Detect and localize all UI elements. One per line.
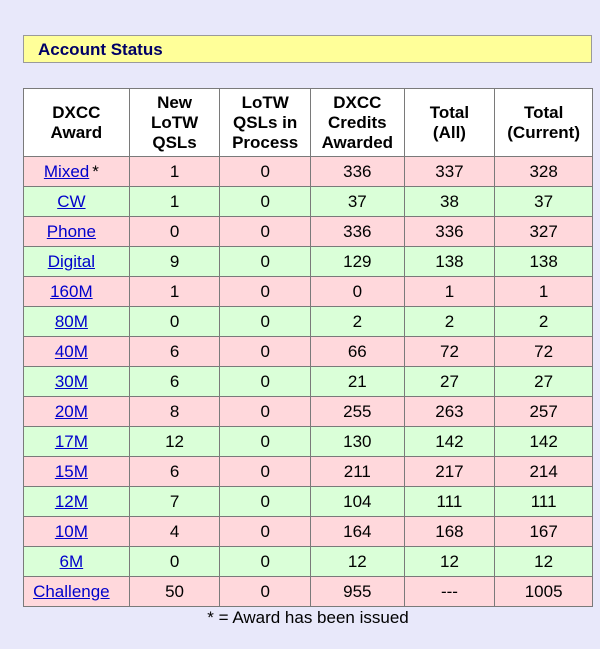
award-cell <box>24 547 130 577</box>
section-title: Account Status <box>38 40 163 59</box>
total-all-cell: 72 <box>404 337 495 367</box>
dxcc-credits-cell: 21 <box>310 367 404 397</box>
lotw-in-process-cell: 0 <box>220 487 311 517</box>
award-link[interactable]: Challenge <box>33 581 110 601</box>
total-current-cell: 214 <box>495 457 593 487</box>
award-link[interactable]: 12M <box>54 491 88 511</box>
column-header-new-lotw-qsls: New LoTW QSLs <box>129 89 220 157</box>
award-link[interactable]: Digital <box>47 251 95 271</box>
table-row <box>24 487 593 517</box>
award-cell <box>24 247 130 277</box>
total-all-cell: 142 <box>404 427 495 457</box>
table-row <box>24 397 593 427</box>
table-header-row <box>24 89 593 157</box>
total-current-cell: 257 <box>495 397 593 427</box>
award-cell <box>24 277 130 307</box>
award-cell <box>24 187 130 217</box>
dxcc-credits-cell: 37 <box>310 187 404 217</box>
new-lotw-qsls-cell: 6 <box>129 367 220 397</box>
new-lotw-qsls-cell: 0 <box>129 307 220 337</box>
table-row <box>24 157 593 187</box>
dxcc-credits-cell: 211 <box>310 457 404 487</box>
total-all-cell: 1 <box>404 277 495 307</box>
dxcc-credits-cell: 0 <box>310 277 404 307</box>
award-cell <box>24 427 130 457</box>
table-row <box>24 517 593 547</box>
award-cell <box>24 337 130 367</box>
dxcc-credits-cell: 336 <box>310 217 404 247</box>
new-lotw-qsls-cell: 1 <box>129 277 220 307</box>
award-cell <box>24 397 130 427</box>
new-lotw-qsls-cell: 50 <box>129 577 220 607</box>
account-status-header <box>23 35 592 63</box>
award-link[interactable]: 40M <box>54 341 88 361</box>
award-cell <box>24 367 130 397</box>
total-all-cell: 138 <box>404 247 495 277</box>
column-header-award: DXCC Award <box>24 89 130 157</box>
total-current-cell: 1 <box>495 277 593 307</box>
total-current-cell: 2 <box>495 307 593 337</box>
table-row <box>24 547 593 577</box>
award-link[interactable]: 30M <box>54 371 88 391</box>
lotw-in-process-cell: 0 <box>220 547 311 577</box>
new-lotw-qsls-cell: 4 <box>129 517 220 547</box>
total-all-cell: --- <box>404 577 495 607</box>
total-all-cell: 217 <box>404 457 495 487</box>
column-header-total-current: Total (Current) <box>495 89 593 157</box>
total-current-cell: 37 <box>495 187 593 217</box>
table-row <box>24 187 593 217</box>
table-row <box>24 367 593 397</box>
award-link[interactable]: 20M <box>54 401 88 421</box>
total-current-cell: 138 <box>495 247 593 277</box>
new-lotw-qsls-cell: 1 <box>129 157 220 187</box>
award-cell <box>24 217 130 247</box>
table-row <box>24 457 593 487</box>
lotw-in-process-cell: 0 <box>220 367 311 397</box>
table-row <box>24 277 593 307</box>
table-row <box>24 577 593 607</box>
total-all-cell: 337 <box>404 157 495 187</box>
lotw-in-process-cell: 0 <box>220 187 311 217</box>
footnote: * = Award has been issued <box>207 608 409 627</box>
total-all-cell: 111 <box>404 487 495 517</box>
award-issued-marker: * <box>92 161 99 181</box>
total-all-cell: 263 <box>404 397 495 427</box>
dxcc-credits-cell: 104 <box>310 487 404 517</box>
table-row <box>24 247 593 277</box>
award-link[interactable]: 17M <box>54 431 88 451</box>
lotw-in-process-cell: 0 <box>220 277 311 307</box>
award-status-table <box>23 88 593 607</box>
new-lotw-qsls-cell: 12 <box>129 427 220 457</box>
total-current-cell: 327 <box>495 217 593 247</box>
total-all-cell: 2 <box>404 307 495 337</box>
total-current-cell: 1005 <box>495 577 593 607</box>
award-cell <box>24 577 130 607</box>
new-lotw-qsls-cell: 9 <box>129 247 220 277</box>
award-link[interactable]: Mixed <box>43 161 90 181</box>
lotw-in-process-cell: 0 <box>220 517 311 547</box>
total-all-cell: 27 <box>404 367 495 397</box>
lotw-in-process-cell: 0 <box>220 427 311 457</box>
total-all-cell: 12 <box>404 547 495 577</box>
dxcc-credits-cell: 955 <box>310 577 404 607</box>
award-cell <box>24 307 130 337</box>
table-row <box>24 427 593 457</box>
award-link[interactable]: 160M <box>50 281 93 301</box>
total-current-cell: 111 <box>495 487 593 517</box>
new-lotw-qsls-cell: 6 <box>129 337 220 367</box>
new-lotw-qsls-cell: 7 <box>129 487 220 517</box>
total-current-cell: 142 <box>495 427 593 457</box>
lotw-in-process-cell: 0 <box>220 397 311 427</box>
new-lotw-qsls-cell: 0 <box>129 217 220 247</box>
table-row <box>24 337 593 367</box>
award-cell <box>24 157 130 187</box>
award-cell <box>24 457 130 487</box>
new-lotw-qsls-cell: 8 <box>129 397 220 427</box>
award-link[interactable]: 6M <box>59 551 84 571</box>
total-current-cell: 27 <box>495 367 593 397</box>
total-current-cell: 12 <box>495 547 593 577</box>
award-link[interactable]: 15M <box>54 461 88 481</box>
award-link[interactable]: Phone <box>46 221 96 241</box>
column-header-dxcc-credits: DXCC Credits Awarded <box>310 89 404 157</box>
column-header-total-all: Total (All) <box>404 89 495 157</box>
total-all-cell: 336 <box>404 217 495 247</box>
lotw-in-process-cell: 0 <box>220 577 311 607</box>
dxcc-credits-cell: 255 <box>310 397 404 427</box>
total-all-cell: 168 <box>404 517 495 547</box>
new-lotw-qsls-cell: 0 <box>129 547 220 577</box>
award-link[interactable]: 10M <box>54 521 88 541</box>
total-current-cell: 328 <box>495 157 593 187</box>
total-current-cell: 167 <box>495 517 593 547</box>
lotw-in-process-cell: 0 <box>220 217 311 247</box>
award-link[interactable]: 80M <box>54 311 88 331</box>
new-lotw-qsls-cell: 6 <box>129 457 220 487</box>
total-current-cell: 72 <box>495 337 593 367</box>
lotw-in-process-cell: 0 <box>220 457 311 487</box>
dxcc-credits-cell: 130 <box>310 427 404 457</box>
lotw-in-process-cell: 0 <box>220 157 311 187</box>
dxcc-credits-cell: 336 <box>310 157 404 187</box>
dxcc-credits-cell: 12 <box>310 547 404 577</box>
award-link[interactable]: CW <box>57 191 86 211</box>
award-cell <box>24 517 130 547</box>
column-header-lotw-in-process: LoTW QSLs in Process <box>220 89 311 157</box>
total-all-cell: 38 <box>404 187 495 217</box>
table-row <box>24 307 593 337</box>
dxcc-credits-cell: 66 <box>310 337 404 367</box>
table-row <box>24 217 593 247</box>
award-cell <box>24 487 130 517</box>
lotw-in-process-cell: 0 <box>220 307 311 337</box>
dxcc-credits-cell: 2 <box>310 307 404 337</box>
new-lotw-qsls-cell: 1 <box>129 187 220 217</box>
dxcc-credits-cell: 129 <box>310 247 404 277</box>
lotw-in-process-cell: 0 <box>220 247 311 277</box>
dxcc-credits-cell: 164 <box>310 517 404 547</box>
lotw-in-process-cell: 0 <box>220 337 311 367</box>
